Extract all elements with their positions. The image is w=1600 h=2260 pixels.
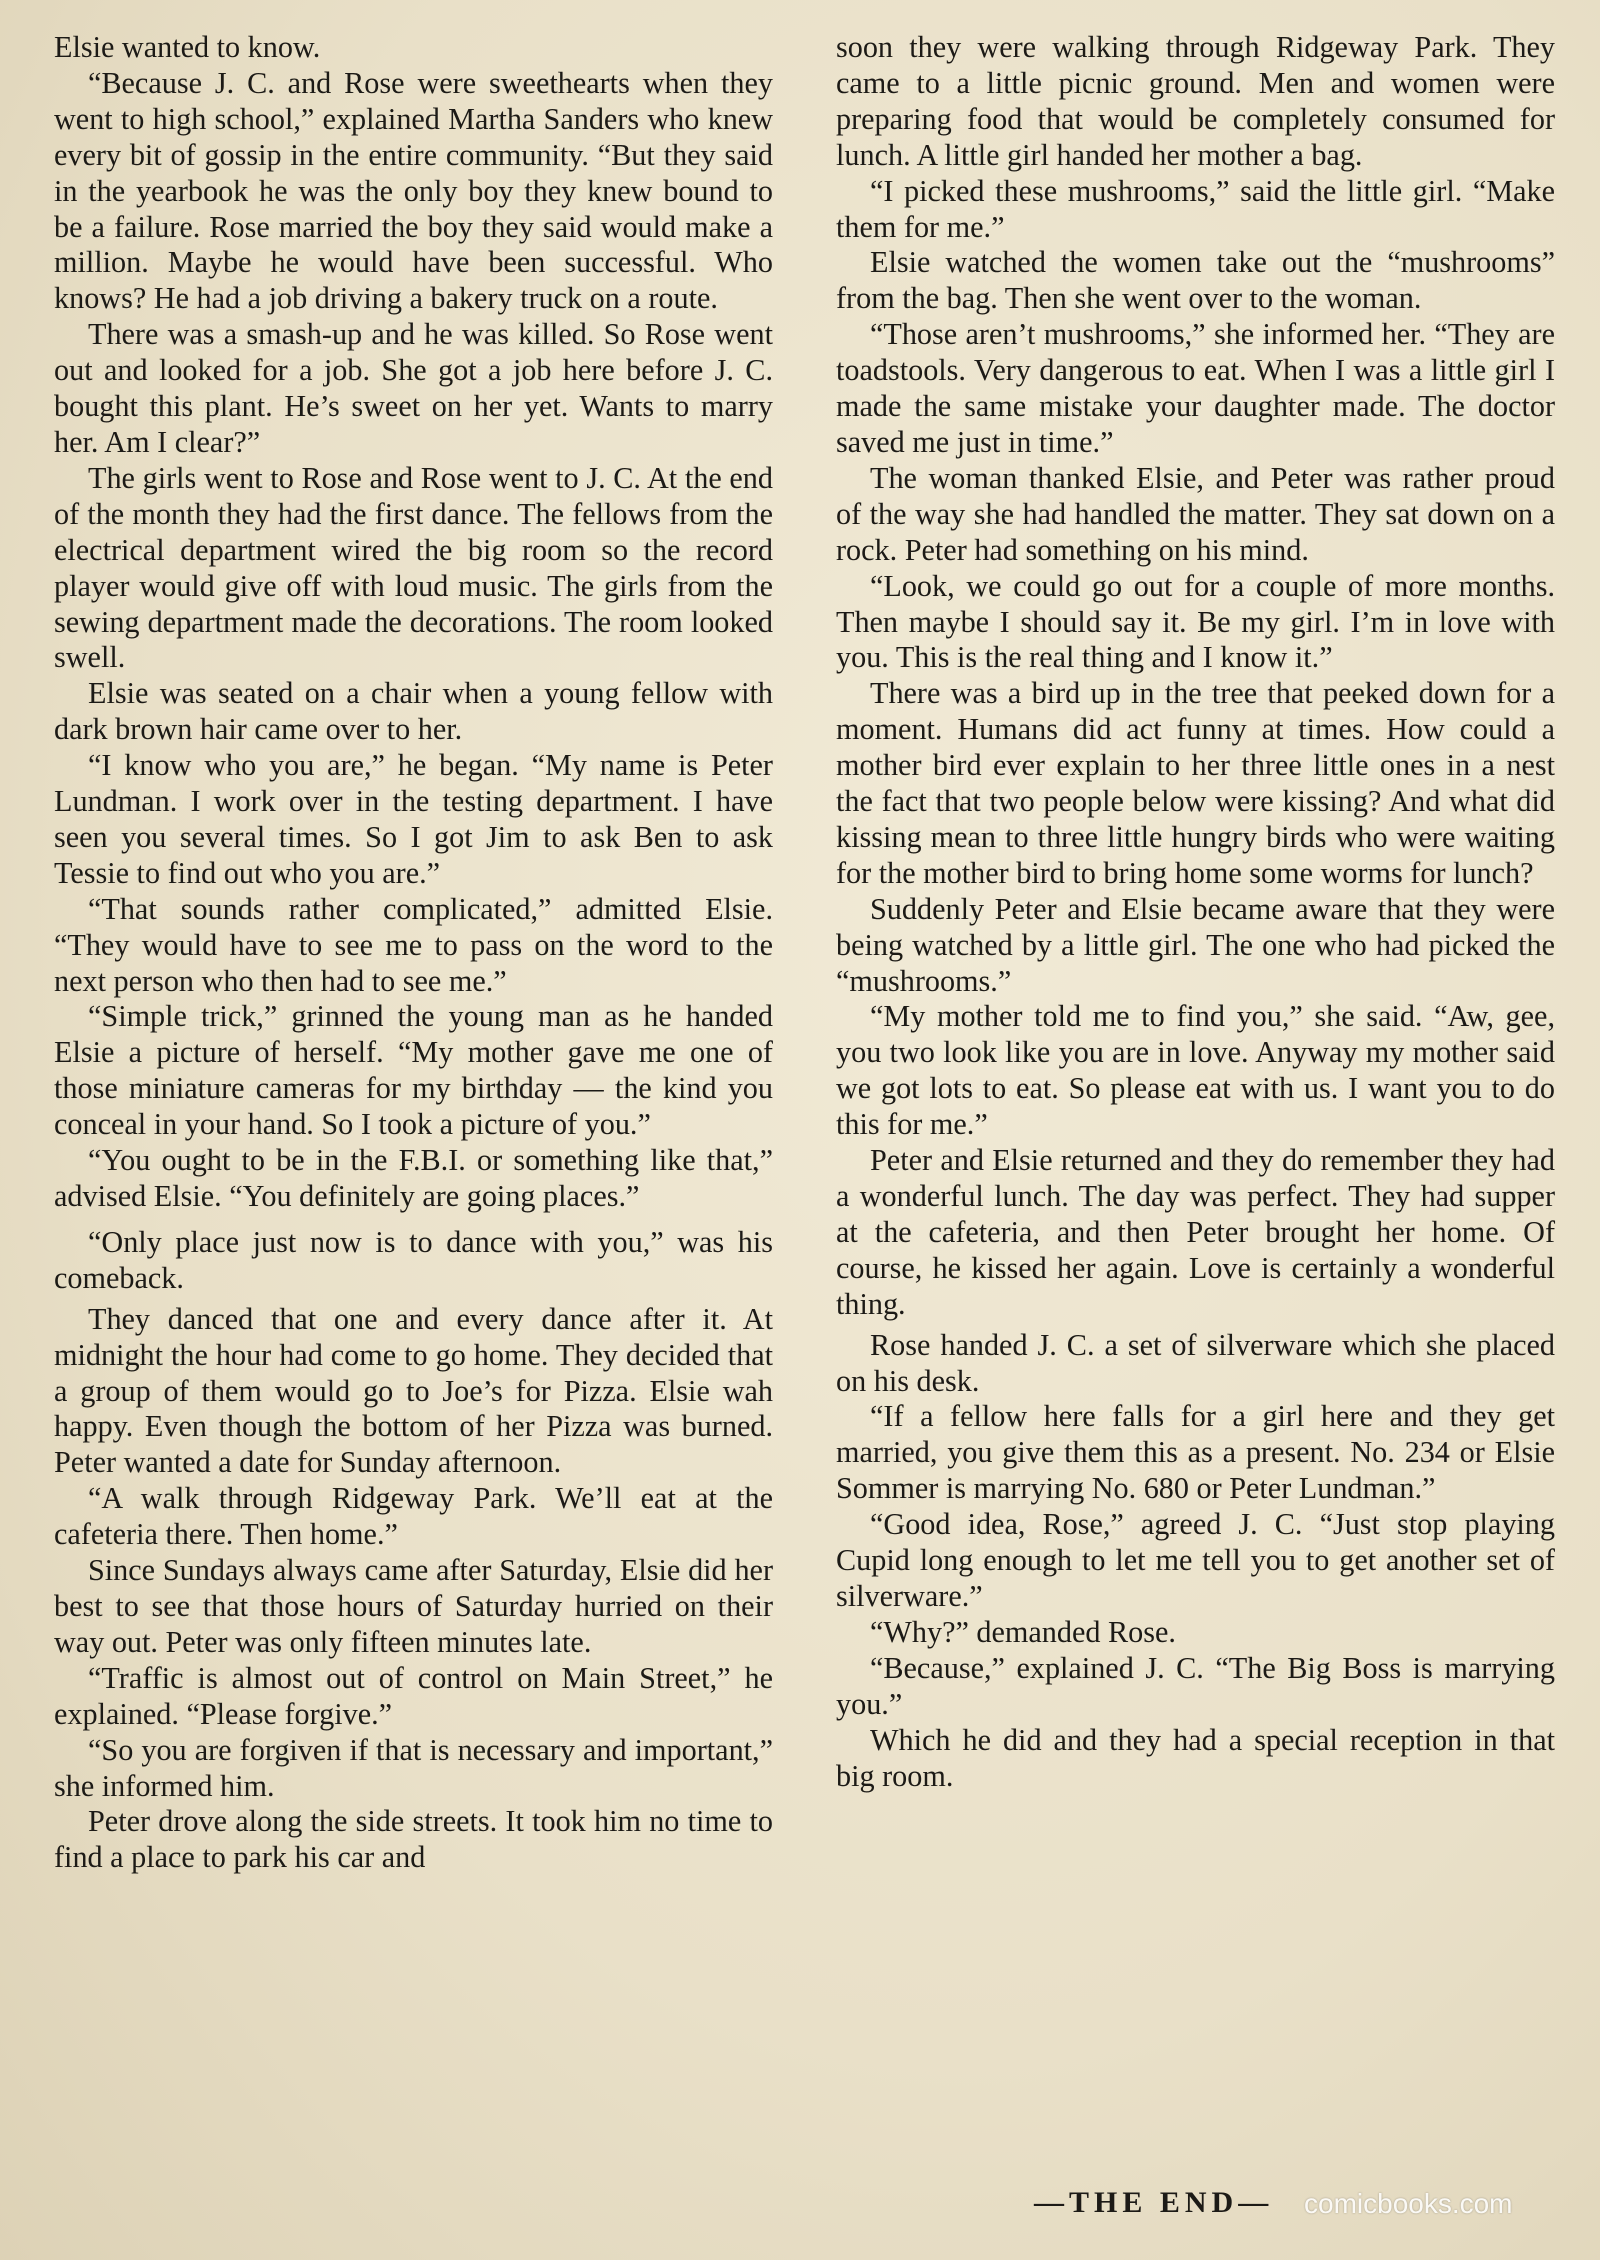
paragraph: “Simple trick,” grinned the young man as he handed Elsie a picture of herself. “My mother gave me one of those miniature cameras for my birthday — the kind you conceal in your hand. So I took a picture of you.” <box>54 999 773 1142</box>
paragraph: The woman thanked Elsie, and Peter was rather proud of the way she had handled the matter. They sat down on a rock. Peter had something on his mind. <box>836 460 1555 567</box>
paragraph: “That sounds rather complicated,” admitted Elsie. “They would have to see me to pass on the word to the next person who then had to see me.” <box>54 891 773 998</box>
paragraph: “Why?” demanded Rose. <box>870 1614 1176 1649</box>
paragraph: Rose handed J. C. a set of silverware which she placed on his desk. <box>836 1327 1555 1398</box>
paragraph: “I know who you are,” he began. “My name is Peter Lundman. I work over in the testing department. I have seen you several times. So I got Jim to ask Ben to ask Tessie to find out who you are.” <box>54 748 773 890</box>
paragraph: Elsie wanted to know. <box>54 30 321 64</box>
paragraph: “If a fellow here falls for a girl here and they get married, you give them this as a present. No. 234 or Elsie Sommer is marrying No. 680 or Peter Lundman.” <box>836 1399 1555 1506</box>
site-watermark: comicbooks.com <box>1304 2188 1513 2219</box>
paragraph: There was a smash-up and he was killed. So Rose went out and looked for a job. She got a job here before J. C. bought this plant. He’s sweet on her yet. Wants to marry her. Am I clear?” <box>54 317 773 459</box>
paragraph: “I picked these mushrooms,” said the little girl. “Make them for me.” <box>836 173 1555 244</box>
paragraph: Elsie watched the women take out the “mushrooms” from the bag. Then she went over to the woman. <box>836 245 1555 316</box>
paragraph: “Because J. C. and Rose were sweethearts when they went to high school,” explained Martha Sanders who knew every bit of gossip in the entire community. “But they said in the yearbook he was the only boy they knew bound to be a failure. Rose married the boy they said would make a million. Maybe he would have been successful. Who knows? He had a job driving a bakery truck on a route. <box>54 65 773 316</box>
paragraph: “Traffic is almost out of control on Main Street,” he explained. “Please forgive.” <box>54 1660 773 1731</box>
paragraph: “Those aren’t mushrooms,” she informed her. “They are toadstools. Very dangerous to eat. When I was a little girl I made the same mistake your daughter made. The doctor saved me just in time.” <box>836 317 1555 459</box>
left-text-column <box>54 30 773 1876</box>
the-end-marker: —THE END— <box>1034 2186 1274 2219</box>
paragraph: “So you are forgiven if that is necessary and important,” she informed him. <box>54 1732 773 1803</box>
paragraph: They danced that one and every dance after it. At midnight the hour had come to go home. They decided that a group of them would go to Joe’s for Pizza. Elsie wah happy. Even though the bottom of her Pizza was burned. Peter wanted a date for Sunday afternoon. <box>54 1301 773 1480</box>
paragraph: “A walk through Ridgeway Park. We’ll eat at the cafeteria there. Then home.” <box>54 1481 773 1552</box>
right-text-column <box>836 30 1555 1794</box>
paragraph: There was a bird up in the tree that peeked down for a moment. Humans did act funny at times. How could a mother bird ever explain to her three little ones in a nest the fact that two people below were kissing? And what did kissing mean to three little hungry birds who were waiting for the mother bird to bring home some worms for lunch? <box>836 676 1555 890</box>
paragraph: “Because,” explained J. C. “The Big Boss is marrying you.” <box>836 1650 1555 1721</box>
paragraph: “Only place just now is to dance with you,” was his comeback. <box>54 1224 773 1295</box>
paragraph: Peter drove along the side streets. It took him no time to find a place to park his car and <box>54 1804 773 1875</box>
paragraph: “You ought to be in the F.B.I. or something like that,” advised Elsie. “You definitely are going places.” <box>54 1143 773 1213</box>
paragraph: soon they were walking through Ridgeway Park. They came to a little picnic ground. Men and women were preparing food that would be completely consumed for lunch. A little girl handed her mother a bag. <box>836 30 1555 172</box>
paragraph: “My mother told me to find you,” she said. “Aw, gee, you two look like you are in love. Anyway my mother said we got lots to eat. So please eat with us. I want you to do this for me.” <box>836 999 1555 1142</box>
paragraph: Suddenly Peter and Elsie became aware that they were being watched by a little girl. The one who had picked the “mushrooms.” <box>836 891 1555 998</box>
paragraph: Since Sundays always came after Saturday, Elsie did her best to see that those hours of Saturday hurried on their way out. Peter was only fifteen minutes late. <box>54 1553 773 1659</box>
paragraph: “Good idea, Rose,” agreed J. C. “Just stop playing Cupid long enough to let me tell you to get another set of silverware.” <box>836 1507 1555 1613</box>
paragraph: Peter and Elsie returned and they do remember they had a wonderful lunch. The day was perfect. They had supper at the cafeteria, and then Peter brought her home. Of course, he kissed her again. Love is certainly a wonderful thing. <box>836 1143 1555 1321</box>
paragraph: Elsie was seated on a chair when a young fellow with dark brown hair came over to her. <box>54 676 773 747</box>
paragraph: The girls went to Rose and Rose went to J. C. At the end of the month they had the first dance. The fellows from the electrical department wired the big room so the record player would give off with loud music. The girls from the sewing department made the decorations. The room looked swell. <box>54 460 773 675</box>
paragraph: “Look, we could go out for a couple of more months. Then maybe I should say it. Be my girl. I’m in love with you. This is the real thing and I know it.” <box>836 568 1555 675</box>
paragraph: Which he did and they had a special reception in that big room. <box>836 1722 1555 1793</box>
